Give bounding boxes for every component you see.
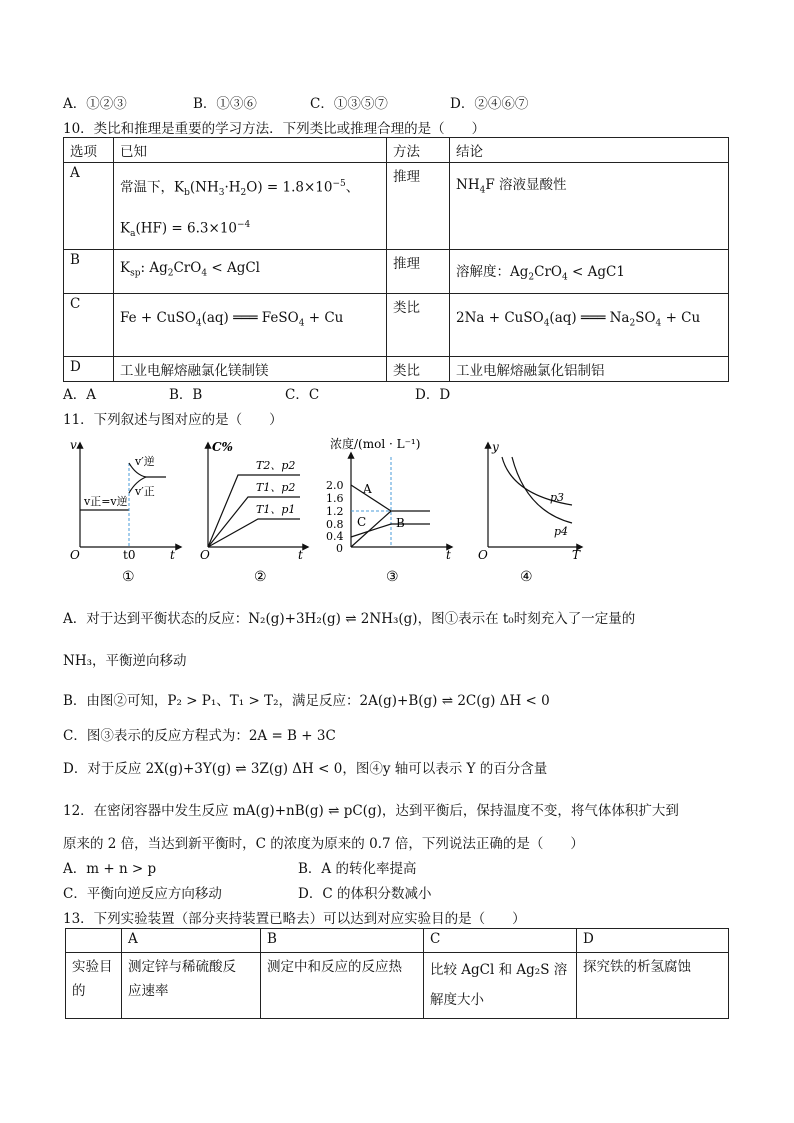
q12-stem-line2: 原来的 2 倍，当达到新平衡时，C 的浓度为原来的 0.7 倍，下列说法正确的是（ ） bbox=[63, 836, 584, 852]
q10-header-method: 方法 bbox=[387, 138, 450, 163]
q9-option-b: B．①③⑥ bbox=[193, 96, 257, 112]
fig3-label: ③ bbox=[386, 569, 399, 585]
q13-cell-c: 比较 AgCl 和 Ag₂S 溶 解度大小 bbox=[424, 953, 577, 1019]
fig2-label-3: T1、p1 bbox=[256, 503, 296, 516]
q10-row-a-known: 常温下，$K_b(NH_3\cdot H_2O) = 1.8\times 10^{-5}$、 $K_a(HF) = 6.3\times 10^{-4}$ bbox=[114, 163, 387, 250]
q13-row-label: 实验目 的 bbox=[66, 953, 122, 1019]
fig3-tick-0-8: 0.8 bbox=[326, 518, 344, 531]
q13-table bbox=[65, 928, 729, 1019]
q13-header-b: B bbox=[261, 929, 424, 953]
q10-row-d-known: 工业电解熔融氯化镁制镁 bbox=[114, 357, 387, 382]
q10-row-b-known: $K_{sp}$: $Ag_2CrO_4$ < AgCl bbox=[114, 250, 387, 294]
fig4-p4: p4 bbox=[554, 525, 569, 538]
q12-option-a: A．m + n > p bbox=[63, 861, 157, 877]
table-row bbox=[64, 294, 729, 357]
q12-option-d: D．C 的体积分数减小 bbox=[298, 886, 432, 902]
fig1-v-zh-label: v′正 bbox=[135, 485, 155, 498]
fig4-T: T bbox=[572, 548, 581, 562]
table-row bbox=[64, 357, 729, 382]
q10-row-b-method: 推理 bbox=[387, 250, 450, 294]
q13-cell-d: 探究铁的析氢腐蚀 bbox=[577, 953, 729, 1019]
fig4-origin: O bbox=[478, 548, 488, 562]
table-row bbox=[64, 250, 729, 294]
q13-cell-b: 测定中和反应的反应热 bbox=[261, 953, 424, 1019]
fig2-label-1: T2、p2 bbox=[256, 459, 296, 472]
q13-header-a: A bbox=[122, 929, 261, 953]
q10-row-a-conclusion: $NH_4F$ 溶液显酸性 bbox=[450, 163, 729, 250]
q12-option-c: C．平衡向逆反应方向移动 bbox=[63, 886, 222, 902]
q10-answer-a: A．A bbox=[63, 387, 96, 403]
q11-option-d: D．对于反应 2X(g)+3Y(g) ⇌ 3Z(g) ΔH < 0，图④y 轴可以表示 Y 的百分含量 bbox=[63, 761, 548, 777]
q9-option-c: C．①③⑤⑦ bbox=[310, 96, 388, 112]
q10-row-a-option: A bbox=[64, 163, 114, 250]
fig1-t0: t0 bbox=[123, 548, 136, 562]
fig3-t: t bbox=[446, 548, 451, 562]
q10-answer-d: D．D bbox=[415, 387, 451, 403]
q10-answer-b: B．B bbox=[169, 387, 203, 403]
q13-header-d: D bbox=[577, 929, 729, 953]
q10-row-c-option: C bbox=[64, 294, 114, 357]
q11-option-a-line1: A．对于达到平衡状态的反应：N₂(g)+3H₂(g) ⇌ 2NH₃(g)，图①表示在 t₀时刻充入了一定量的 bbox=[63, 611, 636, 627]
q10-row-d-method: 类比 bbox=[387, 357, 450, 382]
q12-option-b: B．A 的转化率提高 bbox=[298, 861, 417, 877]
q11-option-c: C．图③表示的反应方程式为：2A = B + 3C bbox=[63, 728, 336, 744]
fig3-tick-0-4: 0.4 bbox=[326, 530, 344, 543]
fig1-v-ni-label: v′逆 bbox=[135, 455, 155, 468]
q10-row-c-conclusion: 2Na + CuSO$_4$(aq) ═══ $Na_2SO_4 + Cu$ bbox=[450, 294, 729, 357]
fig3-curve-a: A bbox=[363, 482, 372, 496]
q10-row-a-method: 推理 bbox=[387, 163, 450, 250]
fig4-p3: p3 bbox=[550, 491, 565, 504]
q10-header-known: 已知 bbox=[114, 138, 387, 163]
q11-figure-1 bbox=[66, 435, 191, 585]
q10-row-b-option: B bbox=[64, 250, 114, 294]
q11-figure-2 bbox=[200, 435, 315, 585]
q12-stem-line1: 12．在密闭容器中发生反应 mA(g)+nB(g) ⇌ pC(g)，达到平衡后，保持温度不变，将气体体积扩大到 bbox=[63, 803, 679, 819]
q13-cell-a: 测定锌与稀硫酸反 应速率 bbox=[122, 953, 261, 1019]
q10-row-c-method: 类比 bbox=[387, 294, 450, 357]
q10-answer-c: C．C bbox=[285, 387, 320, 403]
fig3-tick-1-2: 1.2 bbox=[326, 505, 344, 518]
fig2-origin: O bbox=[200, 548, 210, 562]
q11-stem: 11．下列叙述与图对应的是（ ） bbox=[63, 412, 283, 428]
q13-stem: 13．下列实验装置（部分夹持装置已略去）可以达到对应实验目的是（ ） bbox=[63, 911, 526, 927]
fig3-curve-c: C bbox=[357, 515, 367, 529]
fig3-tick-0: 0 bbox=[336, 542, 343, 555]
fig2-label: ② bbox=[254, 569, 267, 585]
table-row bbox=[66, 953, 729, 1019]
q13-header-blank bbox=[66, 929, 122, 953]
q10-header-conclusion: 结论 bbox=[450, 138, 729, 163]
fig4-y-label: y bbox=[492, 440, 499, 454]
table-row bbox=[64, 163, 729, 250]
q9-option-a: A．①②③ bbox=[63, 96, 127, 112]
fig4-label: ④ bbox=[520, 569, 533, 585]
q10-stem: 10．类比和推理是重要的学习方法．下列类比或推理合理的是（ ） bbox=[63, 121, 486, 137]
q9-option-d: D．②④⑥⑦ bbox=[450, 96, 529, 112]
q10-row-b-conclusion: 溶解度：$Ag_2CrO_4 < AgC1$ bbox=[450, 250, 729, 294]
fig1-origin: O bbox=[70, 548, 80, 562]
fig3-curve-b: B bbox=[396, 516, 405, 530]
fig1-v-eq-label: v正=v逆 bbox=[84, 495, 128, 508]
q11-option-a-line2: NH₃，平衡逆向移动 bbox=[63, 653, 187, 669]
fig1-v-label: v bbox=[70, 438, 77, 452]
q11-figure-4 bbox=[474, 435, 589, 585]
q10-table bbox=[63, 137, 729, 382]
fig2-label-2: T1、p2 bbox=[256, 481, 296, 494]
q11-option-b: B．由图②可知，P₂ > P₁、T₁ > T₂，满足反应：2A(g)+B(g) ⇌ 2C(g) ΔH < 0 bbox=[63, 693, 550, 709]
fig3-tick-1-6: 1.6 bbox=[326, 492, 344, 505]
fig1-label: ① bbox=[122, 569, 135, 585]
fig2-t: t bbox=[298, 548, 303, 562]
fig1-t: t bbox=[170, 548, 175, 562]
q10-row-d-option: D bbox=[64, 357, 114, 382]
fig2-c-label: C% bbox=[212, 440, 233, 454]
q11-figure-3 bbox=[322, 433, 462, 585]
q10-header-option: 选项 bbox=[64, 138, 114, 163]
q10-row-c-known: Fe + CuSO$_4$(aq) ═══ FeSO$_4$ + Cu bbox=[114, 294, 387, 357]
q10-row-d-conclusion: 工业电解熔融氯化铝制铝 bbox=[450, 357, 729, 382]
fig3-title: 浓度/(mol · L⁻¹) bbox=[330, 437, 421, 451]
fig3-tick-2-0: 2.0 bbox=[326, 479, 344, 492]
q13-header-c: C bbox=[424, 929, 577, 953]
